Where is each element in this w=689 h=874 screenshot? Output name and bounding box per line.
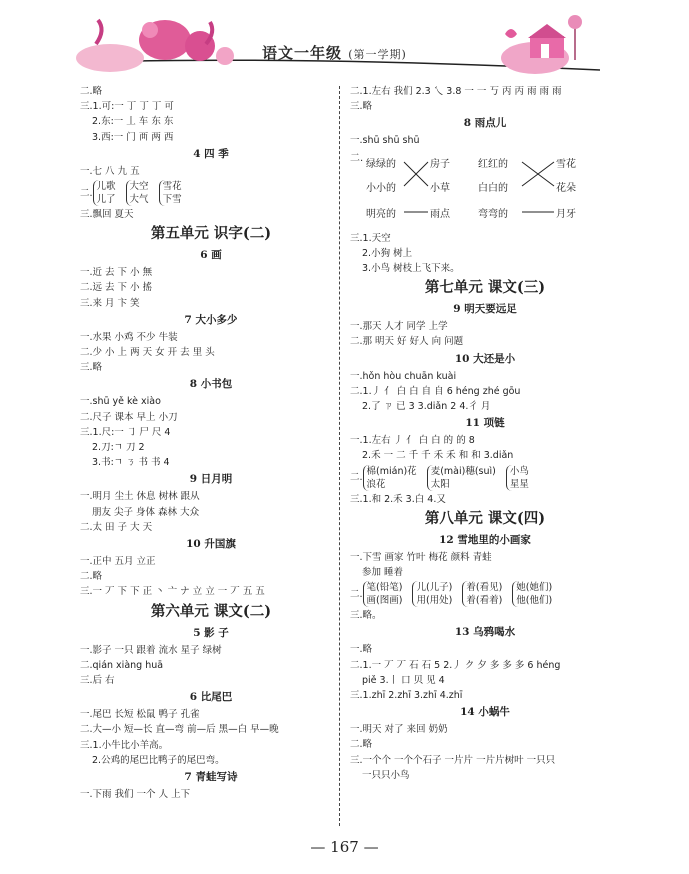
answer-line: 三.1.天空: [350, 232, 391, 244]
bracket-word: 着(看着): [466, 595, 503, 607]
answer-line: 三.一 丆 下 下 正 丶 亠 ナ 立 立 一 丆 五 五: [80, 586, 265, 598]
bracket-word: 小鸟: [509, 465, 529, 477]
answer-line: 一.那天 人才 同学 上学: [350, 321, 448, 333]
answer-line: 三.1.小牛比小羊高。: [80, 739, 169, 751]
answer-line: 一.明月 尘土 休息 树林 跟从: [80, 491, 200, 503]
answer-line: 一.1.左右 丿 亻 白 白 的 的 8: [350, 435, 475, 447]
answer-line: 二.少 小 上 两 天 女 开 去 里 头: [80, 347, 215, 359]
lesson-title: 14 小蜗牛: [460, 706, 510, 719]
bracket-item: [512, 581, 552, 607]
book-subtitle: (第一学期): [348, 48, 407, 61]
answer-line: 三.1.zhī 2.zhī 3.zhī 4.zhī: [350, 690, 463, 702]
left-column: [80, 84, 342, 802]
answer-line: 一.明天 对了 来回 奶奶: [350, 724, 448, 736]
match-word: 雨点: [430, 208, 450, 220]
bracket-word: 儿歌: [96, 181, 116, 193]
lesson-title: 7 青蛙写诗: [184, 771, 238, 784]
unit-title: 第八单元 课文(四): [424, 509, 546, 527]
answer-line: 一.影子 一只 跟着 流水 星子 绿树: [80, 644, 222, 656]
answer-line: 2.东:一 丄 车 东 东: [92, 116, 174, 128]
answer-line: 二.远 去 下 小 搖: [80, 282, 153, 294]
lesson-title: 10 大还是小: [454, 352, 516, 365]
matching-exercise: [350, 149, 620, 231]
bracket-word: 下雪: [162, 194, 182, 206]
lesson-title: 8 小书包: [189, 378, 233, 391]
bracket-item: [506, 465, 529, 491]
answer-line: 一.尾巴 长短 松鼠 鸭子 孔雀: [80, 709, 200, 721]
answer-line: 二.那 明天 好 好人 向 问题: [350, 336, 464, 348]
lesson-title: 9 日月明: [189, 473, 233, 486]
answer-line: 2.公鸡的尾巴比鸭子的尾巴弯。: [92, 754, 225, 766]
lesson-title: 8 雨点儿: [463, 117, 507, 130]
answer-line: 二.大—小 短—长 直—弯 前—后 黑—白 早—晚: [80, 724, 279, 736]
answer-line: 2.禾 一 二 千 千 禾 禾 和 和 3.diǎn: [362, 450, 514, 462]
bracket-item: [93, 180, 116, 206]
bracket-word: 用(用处): [416, 595, 453, 607]
answer-line: 朋友 尖子 身体 森林 大众: [92, 506, 200, 518]
answer-line: 三.1.和 2.禾 3.白 4.又: [350, 493, 446, 505]
lesson-title: 11 项链: [465, 417, 505, 430]
bracket-word: 着(看见): [466, 582, 503, 594]
item-prefix: 二.: [350, 588, 363, 600]
answer-line: 一.shū shū shū: [350, 135, 420, 147]
bracket-word: 儿(儿子): [416, 582, 453, 594]
answer-line: 二.略: [80, 86, 103, 97]
match-word: 小草: [430, 182, 450, 194]
bracket-word: 星星: [509, 478, 529, 490]
bracket-item: [363, 581, 403, 607]
bracket-word: 大空: [129, 181, 149, 193]
bracket-group: [80, 180, 342, 206]
header-title: [262, 42, 407, 63]
answer-line: 三.1.尺:一 ㇆ 尸 尺 4: [80, 426, 171, 438]
answer-line: 2.了 ㄗ 已 3 3.diǎn 2 4.彳 月: [362, 401, 491, 413]
match-word: 雪花: [556, 158, 576, 170]
item-prefix: 二.: [350, 472, 363, 484]
answer-line: 一.hǒn hòu chuān kuài: [350, 370, 457, 382]
bracket-word: 笔(铅笔): [366, 582, 403, 594]
match-word: 明亮的: [366, 208, 396, 220]
right-column: [350, 84, 620, 783]
bracket-item: [363, 465, 417, 491]
bracket-word: 麦(mài)穗(suì): [430, 465, 496, 477]
item-prefix: 二.: [80, 187, 93, 199]
answer-line: 三.来 月 卞 笑: [80, 297, 140, 309]
match-word: 红红的: [478, 158, 508, 170]
unit-title: 第五单元 识字(二): [150, 225, 272, 243]
answer-line: 二.略: [350, 739, 373, 751]
lesson-title: 4 四 季: [193, 147, 229, 160]
answer-line: 一.下雨 我们 一个 人 上下: [80, 789, 191, 801]
answer-line: 一只只小鸟: [362, 769, 410, 781]
answer-line: 一.正中 五月 立正: [80, 556, 156, 568]
answer-line: 三.1.可:一 丁 丁 丁 可: [80, 101, 174, 113]
bracket-group: [350, 465, 620, 491]
answer-line: 三.一个个 一个个石子 一片片 一片片树叶 一只只: [350, 754, 556, 766]
lesson-title: 10 升国旗: [186, 538, 236, 551]
bracket-item: [126, 180, 149, 206]
answer-line: 二.1.丿 亻 白 白 自 自 6 héng zhé gōu: [350, 385, 521, 397]
answer-line: 二.qián xiàng huā: [80, 659, 164, 671]
answer-line: 参加 睡着: [362, 567, 404, 579]
bracket-word: 大气: [129, 194, 149, 206]
bracket-item: [427, 465, 496, 491]
bracket-item: [412, 581, 452, 607]
match-word: 弯弯的: [478, 208, 508, 220]
answer-line: 3.西:一 门 襾 两 西: [92, 131, 174, 143]
lesson-title: 6 画: [200, 249, 222, 262]
answer-line: 一.略: [350, 644, 373, 656]
match-word: 绿绿的: [366, 158, 396, 170]
answer-line: 一.shū yě kè xiào: [80, 396, 161, 408]
answer-line: 3.小鸟 树枝上飞下来。: [362, 263, 460, 275]
answer-line: 一.近 去 下 小 無: [80, 267, 153, 279]
lesson-title: 7 大小多少: [184, 313, 238, 326]
match-word: 花朵: [556, 182, 576, 194]
match-lines: [350, 149, 620, 231]
answer-line: 二.太 田 子 大 天: [80, 521, 153, 533]
lesson-title: 6 比尾巴: [189, 691, 233, 704]
unit-title: 第七单元 课文(三): [424, 279, 546, 297]
match-word: 房子: [430, 158, 450, 170]
lesson-title: 13 乌鸦喝水: [454, 626, 516, 639]
bracket-item: [462, 581, 502, 607]
bracket-word: 画(图画): [366, 595, 403, 607]
bracket-word: 儿了: [96, 194, 116, 206]
answer-line: 2.小狗 树上: [362, 247, 413, 259]
answer-line: 2.刀:ㄱ 刀 2: [92, 442, 145, 454]
answer-line: 3.书:ㄱ ㄋ 书 书 4: [92, 457, 170, 469]
answer-line: 二.1.左右 我们 2.3 乀 3.8 一 一 丂 丙 丙 雨 雨 雨: [350, 86, 562, 97]
lesson-title: 9 明天要远足: [453, 303, 517, 316]
answer-line: 三.略。: [350, 610, 382, 622]
unit-title: 第六单元 课文(二): [150, 602, 272, 620]
item-prefix: 二.: [350, 152, 364, 164]
bracket-word: 棉(mián)花: [366, 465, 417, 477]
bracket-word: 浪花: [366, 478, 386, 490]
answer-line: 三.略: [80, 362, 103, 374]
answer-line: 二.略: [80, 571, 103, 583]
answer-line: 二.1.一 丆 丆 石 石 5 2.丿 ク 夕 多 多 多 6 héng: [350, 659, 561, 671]
bracket-group: [350, 581, 620, 607]
answer-line: piě 3.丨 口 贝 见 4: [362, 674, 445, 686]
bracket-word: 他(他们): [516, 595, 553, 607]
page-header: [0, 0, 689, 84]
answer-line: 一.水果 小鸡 不少 牛装: [80, 331, 178, 343]
page-number: — 167 —: [310, 838, 379, 856]
bracket-word: 她(她们): [516, 582, 553, 594]
bracket-item: [159, 180, 182, 206]
match-word: 白白的: [478, 182, 508, 194]
bracket-word: 太阳: [430, 478, 450, 490]
bracket-word: 雪花: [162, 181, 182, 193]
lesson-title: 12 雪地里的小画家: [439, 533, 531, 546]
match-word: 月牙: [556, 208, 576, 220]
answer-line: 三.后 右: [80, 675, 115, 687]
lesson-title: 5 影 子: [193, 626, 229, 639]
answer-line: 三.飘回 夏天: [80, 209, 134, 221]
match-word: 小小的: [366, 182, 396, 194]
book-title: 语文一年级: [262, 44, 343, 62]
answer-line: 二.尺子 课本 早上 小刀: [80, 411, 178, 423]
answer-line: 一.七 八 九 五: [80, 165, 140, 177]
answer-line: 三.略: [350, 101, 373, 113]
answer-line: 一.下雪 画家 竹叶 梅花 颜料 青蛙: [350, 551, 492, 563]
